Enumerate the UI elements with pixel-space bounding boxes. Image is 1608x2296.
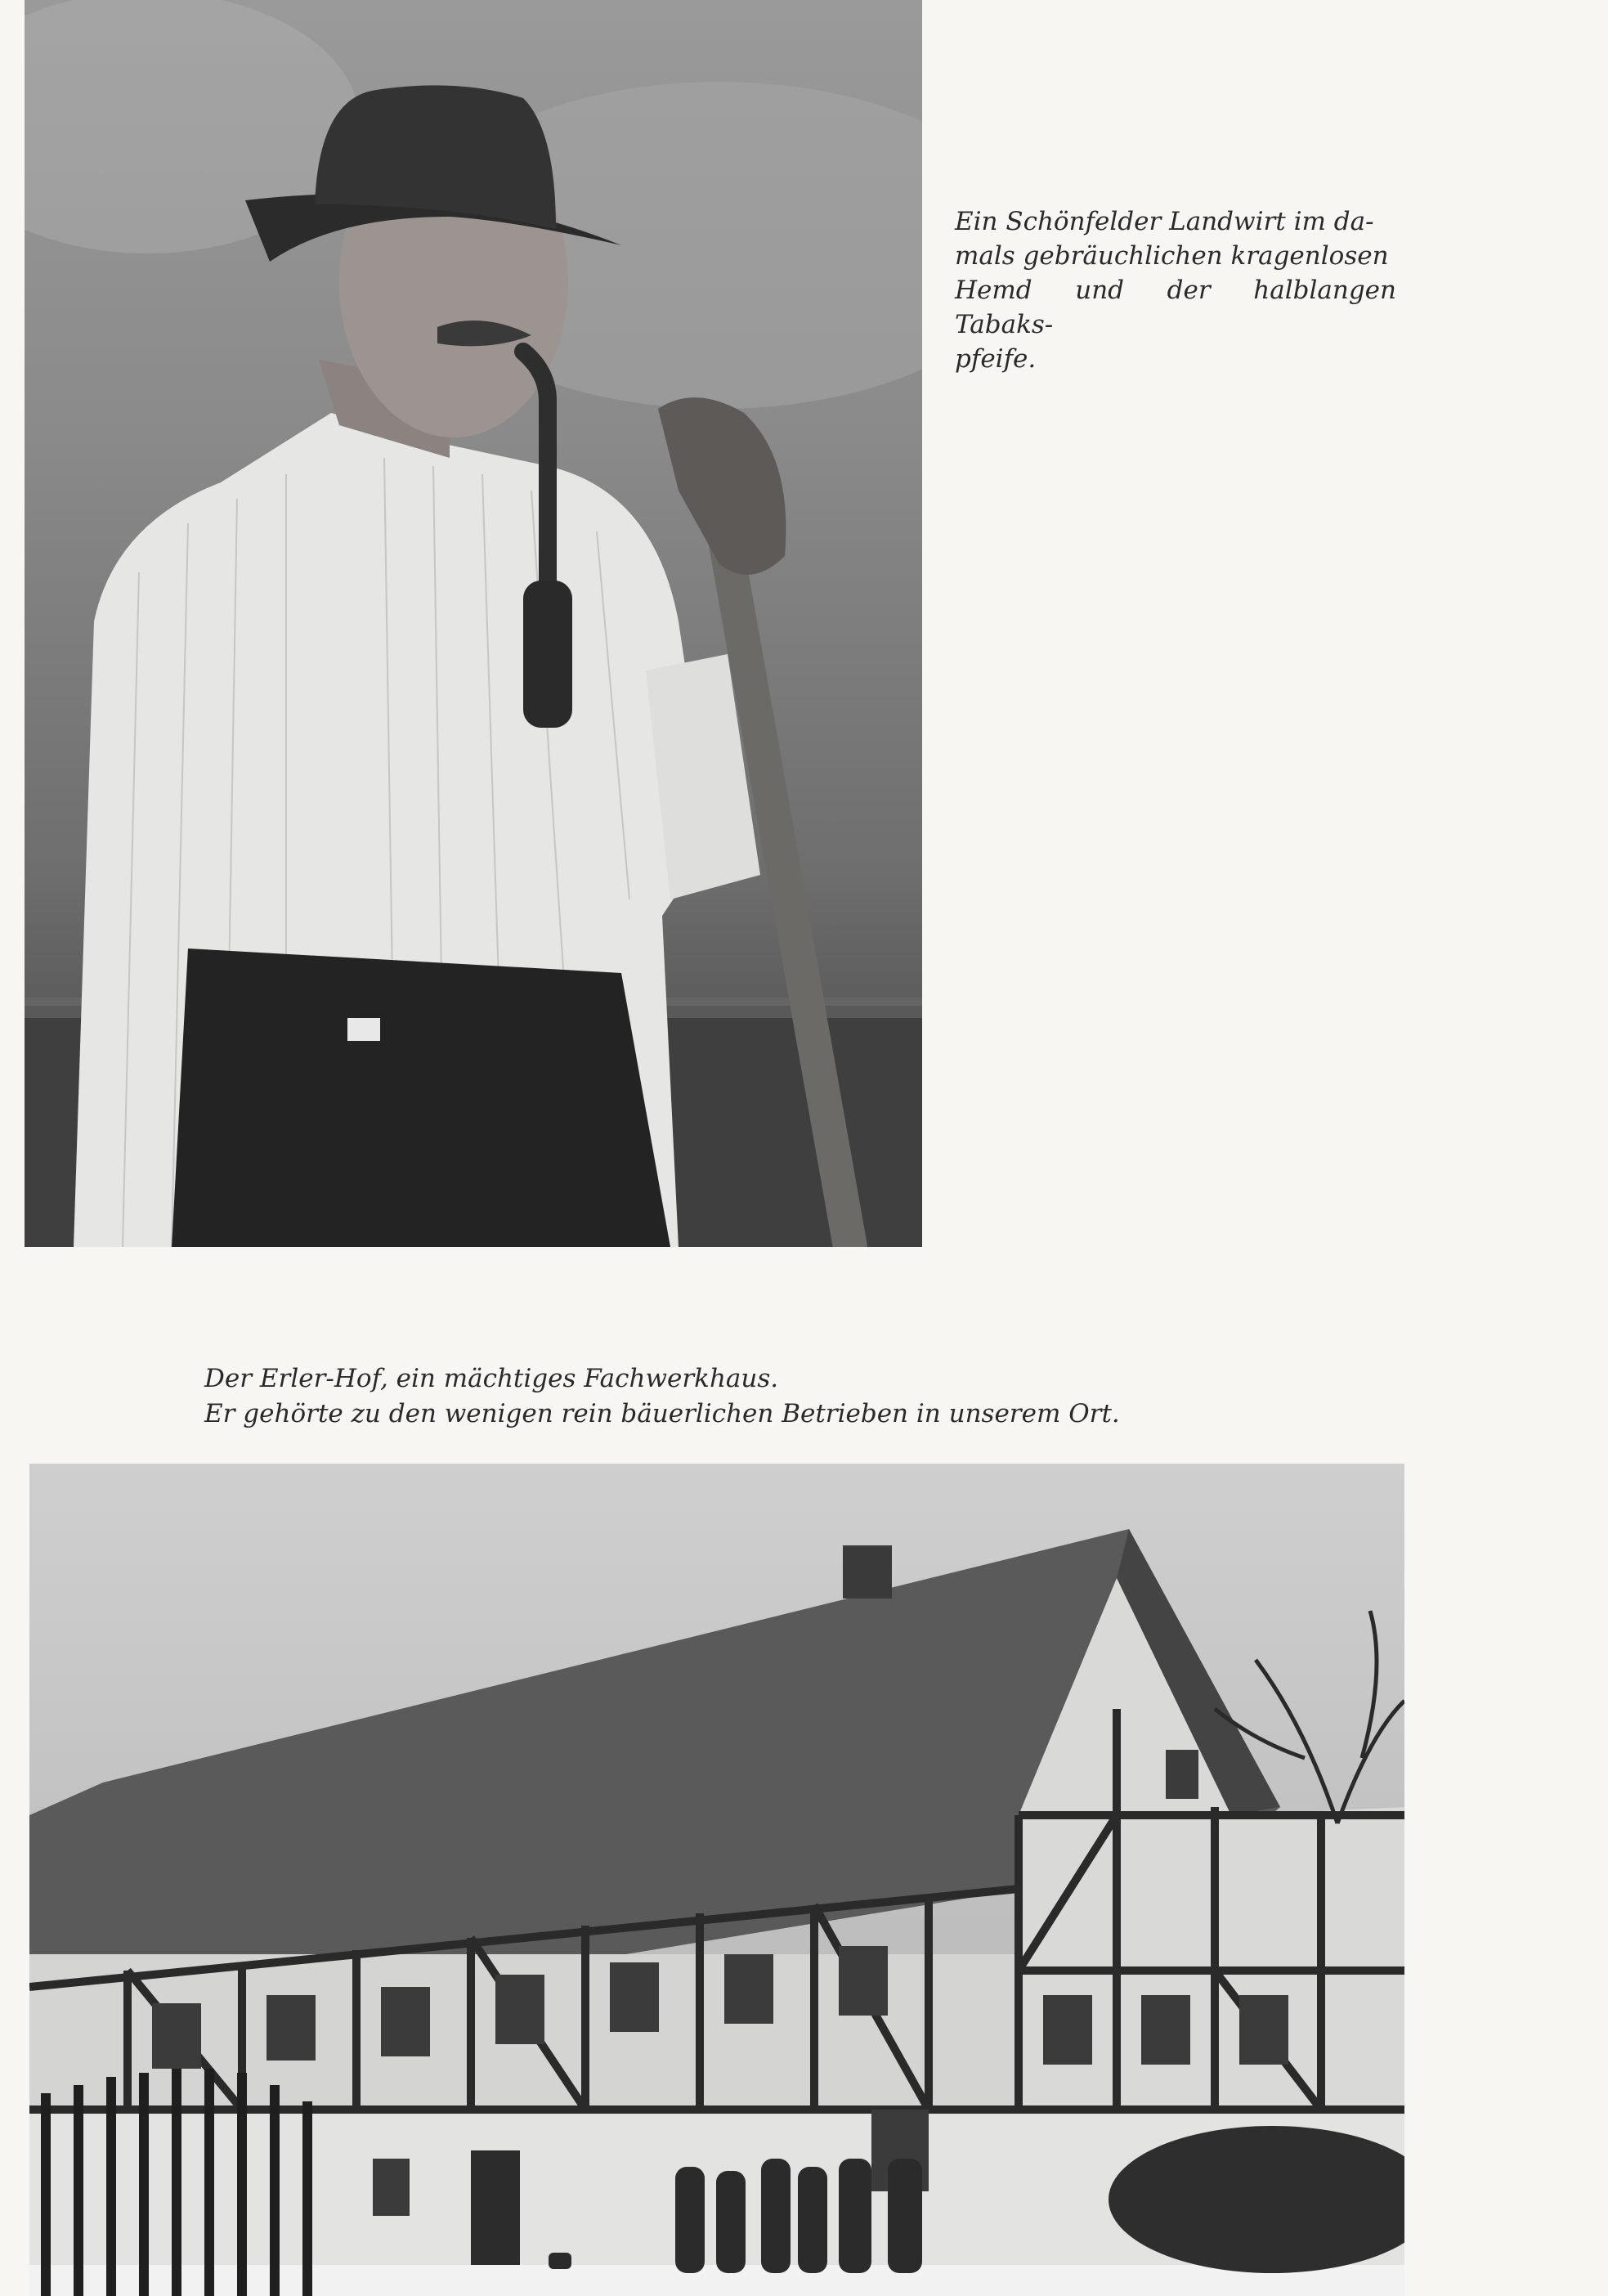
trousers	[172, 948, 670, 1247]
farmhouse-photo	[29, 1464, 1404, 2296]
farmhouse-illustration	[29, 1464, 1404, 2296]
portrait-caption-line: Hemd und der halblangen Tabaks-	[955, 276, 1396, 339]
pipe-bowl	[523, 581, 572, 728]
farmer-portrait-photo	[25, 0, 922, 1247]
snow-ground	[29, 2265, 1404, 2296]
farmhouse-caption	[204, 1361, 1120, 1432]
hand	[658, 397, 786, 575]
farmhouse-caption-line: Der Erler-Hof, ein mächtiges Fachwerkhaus.	[204, 1364, 779, 1393]
portrait-caption-line: Ein Schönfelder Landwirt im da-	[955, 207, 1374, 236]
portrait-caption	[955, 204, 1396, 376]
belt-buckle	[347, 1018, 380, 1041]
dog	[549, 2253, 571, 2269]
farmer-illustration	[25, 0, 922, 1247]
portrait-caption-line: pfeife.	[955, 344, 1037, 374]
farmhouse-caption-line: Er gehörte zu den wenigen rein bäuerlichen Betrieben in unserem Ort.	[204, 1399, 1120, 1428]
chimney	[843, 1545, 892, 1599]
portrait-caption-line: mals gebräuchlichen kragenlosen	[955, 241, 1389, 271]
